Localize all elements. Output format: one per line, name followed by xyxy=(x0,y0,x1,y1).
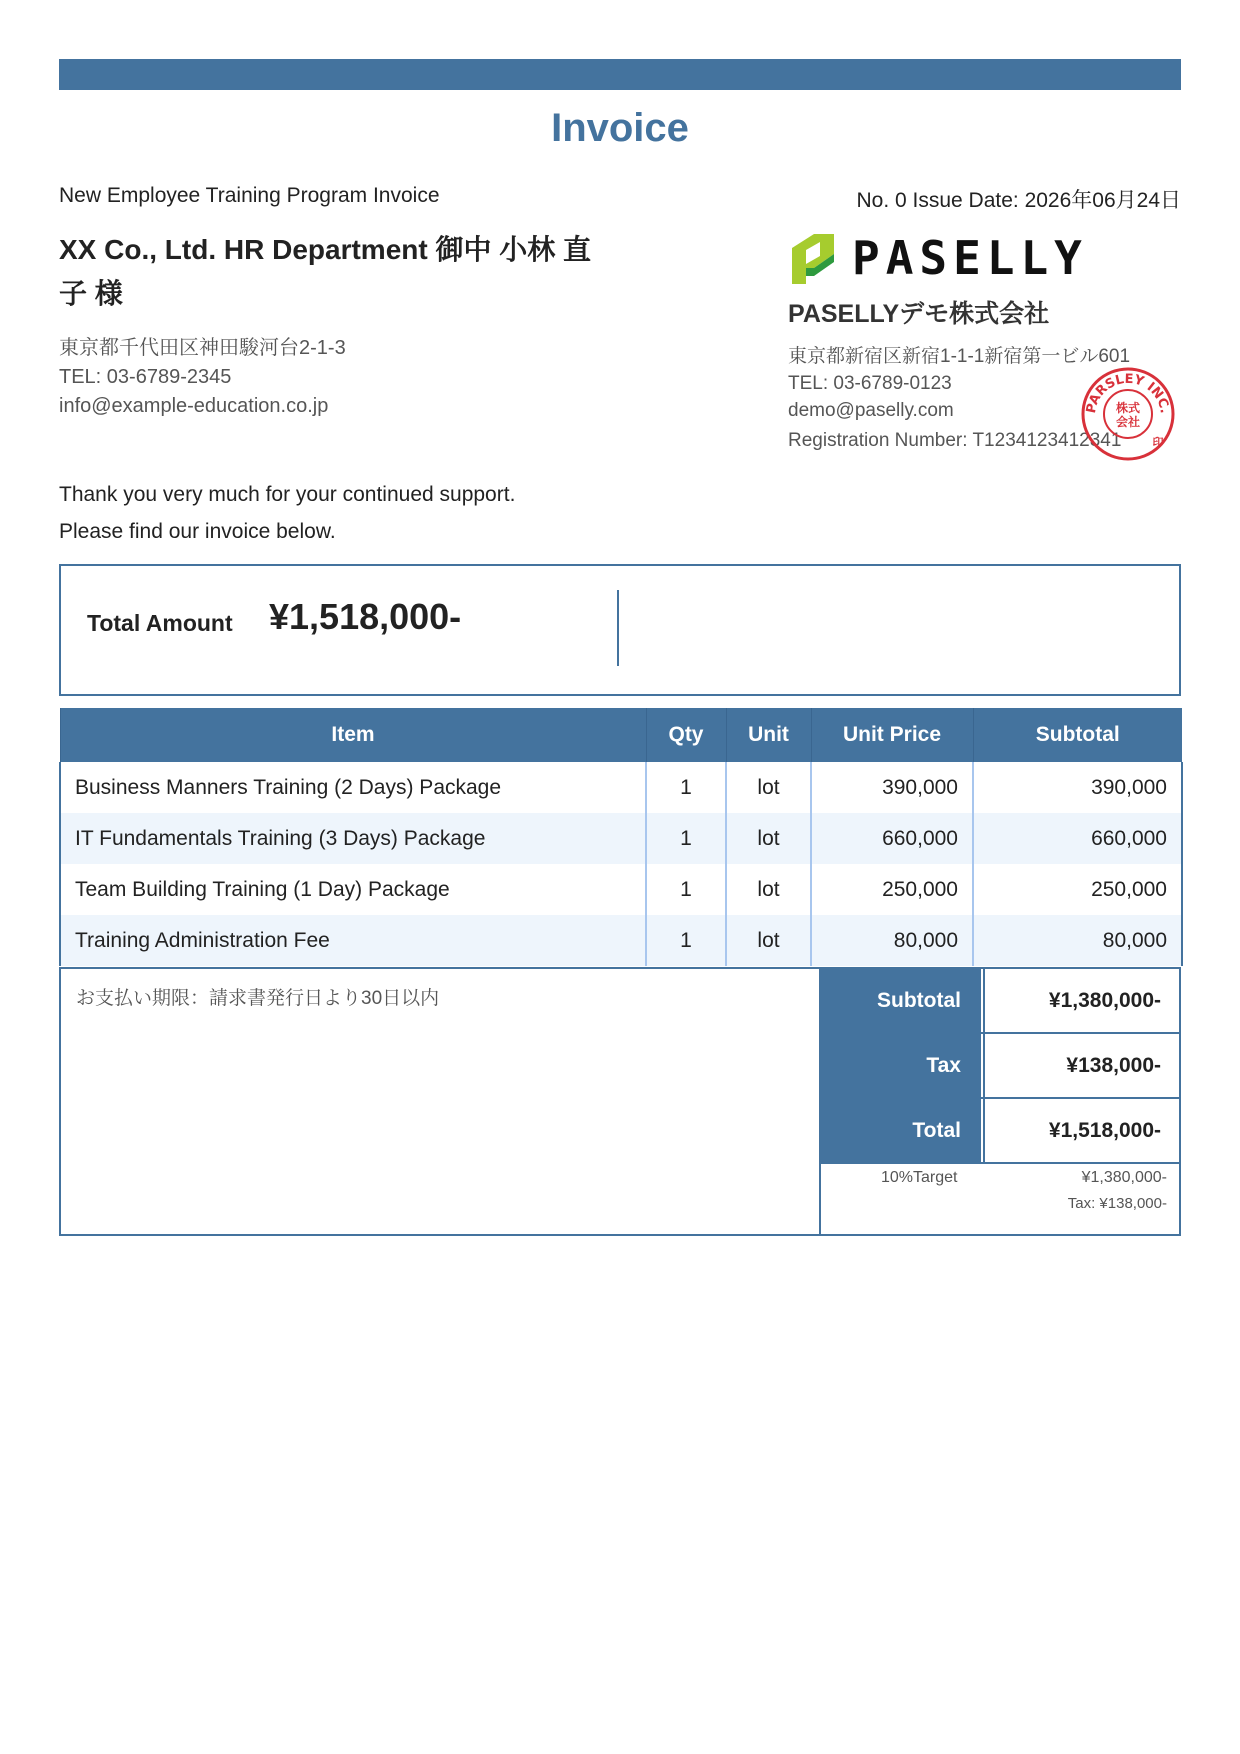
greeting xyxy=(59,476,515,550)
tax-label: Tax xyxy=(821,1034,981,1097)
table-row xyxy=(60,762,1182,813)
greeting-line-1: Thank you very much for your continued support. xyxy=(59,483,516,506)
recipient-email: info@example-education.co.jp xyxy=(59,395,329,417)
logo-mark-icon xyxy=(788,232,838,284)
issuer-name: PASELLYデモ株式会社 xyxy=(788,300,1050,328)
recipient-tel: TEL: 03-6789-2345 xyxy=(59,366,232,388)
total-box-divider xyxy=(617,590,619,666)
tax-breakdown-label: 10%Target xyxy=(881,1169,958,1186)
total-amount-box xyxy=(59,564,1181,696)
svg-text:株式: 株式 xyxy=(1115,401,1141,415)
cell-unit-price: 80,000 xyxy=(811,915,973,966)
total-amount-value: ¥1,518,000- xyxy=(269,596,462,637)
header-bar xyxy=(59,59,1181,90)
tax-breakdown-tax: Tax: ¥138,000- xyxy=(1067,1195,1167,1212)
recipient-address: 東京都千代田区神田駿河台2-1-3 xyxy=(59,337,346,359)
grand-total-row xyxy=(821,1099,1181,1164)
column-header-unit: Unit xyxy=(726,708,811,762)
cell-subtotal: 390,000 xyxy=(973,762,1182,813)
company-seal-icon xyxy=(1080,366,1176,462)
cell-unit-price: 250,000 xyxy=(811,864,973,915)
cell-item: Training Administration Fee xyxy=(60,915,646,966)
issuer-email: demo@paselly.com xyxy=(788,400,954,421)
cell-subtotal: 660,000 xyxy=(973,813,1182,864)
column-header-qty: Qty xyxy=(646,708,726,762)
payment-terms-note: お支払い期限：請求書発行日より30日以内 xyxy=(76,988,440,1009)
table-row xyxy=(60,813,1182,864)
subtotal-value: ¥1,380,000- xyxy=(983,969,1181,1032)
cell-subtotal: 80,000 xyxy=(973,915,1182,966)
cell-qty: 1 xyxy=(646,762,726,813)
cell-unit-price: 660,000 xyxy=(811,813,973,864)
issuer-registration-number: Registration Number: T1234123412341 xyxy=(788,430,1122,451)
table-row xyxy=(60,864,1182,915)
summary-section xyxy=(59,967,1181,1236)
svg-text:会社: 会社 xyxy=(1115,415,1141,429)
cell-qty: 1 xyxy=(646,864,726,915)
issuer-info xyxy=(788,343,1130,424)
grand-total-label: Total xyxy=(821,1099,981,1162)
table-row xyxy=(60,915,1182,966)
recipient-name: XX Co., Ltd. HR Department 御中 小林 直子 様 xyxy=(59,234,592,309)
logo-wordmark: PASELLY xyxy=(852,231,1088,285)
svg-text:PARSLEY INC.: PARSLEY INC. xyxy=(1084,371,1172,415)
cell-subtotal: 250,000 xyxy=(973,864,1182,915)
cell-qty: 1 xyxy=(646,813,726,864)
invoice-number-and-date: No. 0 Issue Date: 2026年06月24日 xyxy=(856,189,1181,212)
column-header-item: Item xyxy=(60,708,646,762)
cell-item: Business Manners Training (2 Days) Package xyxy=(60,762,646,813)
total-amount-label: Total Amount xyxy=(87,610,233,636)
tax-row xyxy=(821,1034,1181,1099)
cell-unit: lot xyxy=(726,864,811,915)
document-title: Invoice xyxy=(551,106,689,150)
totals-block xyxy=(819,969,1181,1234)
column-header-unit-price: Unit Price xyxy=(811,708,973,762)
tax-breakdown-amount: ¥1,380,000- xyxy=(1081,1169,1167,1186)
table-header-row xyxy=(60,708,1182,762)
line-items-table xyxy=(59,708,1183,966)
recipient-info xyxy=(59,334,346,421)
grand-total-value: ¥1,518,000- xyxy=(983,1099,1181,1162)
cell-item: IT Fundamentals Training (3 Days) Package xyxy=(60,813,646,864)
cell-unit: lot xyxy=(726,813,811,864)
cell-unit: lot xyxy=(726,915,811,966)
tax-value: ¥138,000- xyxy=(983,1034,1181,1097)
greeting-line-2: Please find our invoice below. xyxy=(59,520,336,543)
subtotal-row xyxy=(821,969,1181,1034)
company-logo xyxy=(788,230,1088,286)
cell-unit-price: 390,000 xyxy=(811,762,973,813)
column-header-subtotal: Subtotal xyxy=(973,708,1182,762)
cell-item: Team Building Training (1 Day) Package xyxy=(60,864,646,915)
cell-qty: 1 xyxy=(646,915,726,966)
document-subtitle: New Employee Training Program Invoice xyxy=(59,184,440,207)
cell-unit: lot xyxy=(726,762,811,813)
svg-text:印: 印 xyxy=(1152,436,1164,449)
issuer-address: 東京都新宿区新宿1-1-1新宿第一ビル601 xyxy=(788,346,1131,367)
issuer-tel: TEL: 03-6789-0123 xyxy=(788,373,952,394)
subtotal-label: Subtotal xyxy=(821,969,981,1032)
